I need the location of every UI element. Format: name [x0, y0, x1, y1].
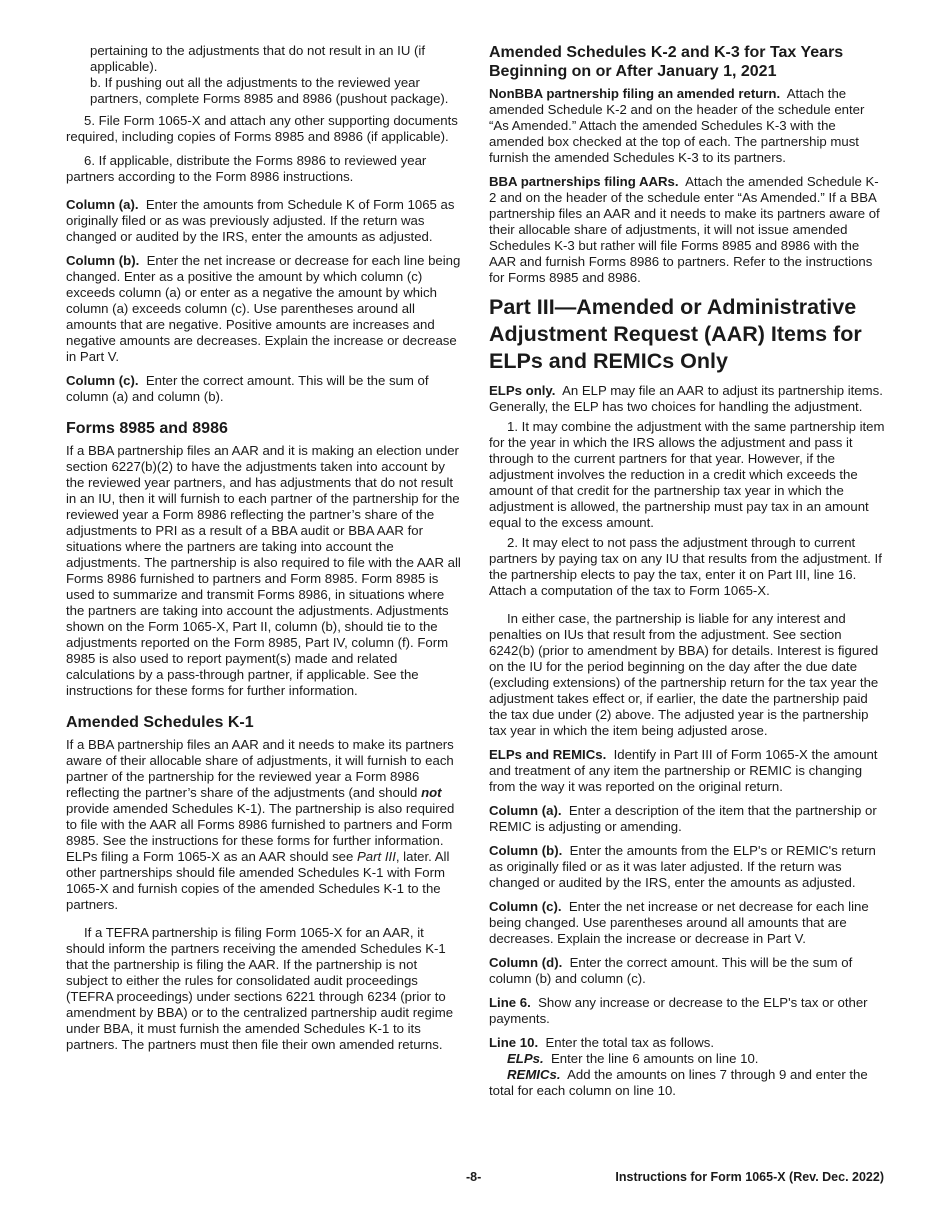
run-in-heading: BBA partnerships filing AARs. — [489, 174, 679, 189]
paragraph — [489, 843, 885, 891]
run-in-heading: Column (d). — [489, 955, 563, 970]
paragraph — [489, 383, 885, 415]
paragraph: If a TEFRA partnership is filing Form 1065-X for an AAR, it should inform the partners receiving the amended Schedules K-1 that the partnership is filing the AAR. If the partnership is not subject to either the rules for consolidated audit proceedings (TEFRA proceedings) under sections 6221 through 6234 (prior to amendment by BBA) or to the centralized partnership audit regime under BBA, it must furnish the amended Schedules K-1 to its partners. The partners must then file their own amended returns. — [66, 925, 454, 1052]
paragraph-text: Enter the amounts from the ELP's or REMIC's return as originally filed or as it was later adjusted. If the return was changed or audited by the IRS, enter the amounts as adjusted. — [489, 843, 876, 890]
paragraph — [489, 1035, 885, 1051]
run-in-heading: ELPs and REMICs. — [489, 747, 607, 762]
run-in-heading: Column (b). — [66, 253, 140, 268]
run-in-heading: Column (b). — [489, 843, 563, 858]
run-in-heading: Line 10. — [489, 1035, 539, 1050]
paragraph-text: Enter the total tax as follows. — [545, 1035, 715, 1050]
paragraph — [489, 86, 885, 166]
list-item: 2. It may elect to not pass the adjustment through to current partners by paying tax on any IU that results from the adjustment. If the partnership elects to pay the tax, enter it on Part III, line 16. Attach a computation of the tax to Form 1065-X. — [489, 535, 882, 598]
run-in-heading: Column (a). — [489, 803, 562, 818]
paragraph-text: Show any increase or decrease to the ELP's tax or other payments. — [489, 995, 868, 1026]
column-b-paragraph — [66, 253, 462, 365]
paragraph-text: Enter the net increase or decrease for each line being changed. Enter as a positive the amount by which column (c) exceeds column (a) or enter as a negative the amount by which column (a) exceeds column (c). Use parentheses around all amounts that are negative. Positive amounts are increases and negative amounts are decreases. Explain the increase or decrease in Part V. — [66, 253, 461, 364]
run-in-heading: ELPs. — [507, 1051, 544, 1066]
document-title: Instructions for Form 1065-X (Rev. Dec. 2022) — [615, 1170, 884, 1184]
paragraph-text: Enter the line 6 amounts on line 10. — [550, 1051, 759, 1066]
paragraph: b. If pushing out all the adjustments to the reviewed year partners, complete Forms 8985 and 8986 (pushout package). — [90, 75, 449, 106]
paragraph — [489, 1051, 885, 1067]
run-in-heading: Line 6. — [489, 995, 531, 1010]
paragraph — [489, 995, 885, 1027]
section-heading: Amended Schedules K-2 and K-3 for Tax Years Beginning on or After January 1, 2021 — [489, 44, 844, 80]
paragraph-text: Add the amounts on lines 7 through 9 and enter the total for each column on line 10. — [489, 1067, 868, 1098]
run-in-heading: Column (c). — [489, 899, 562, 914]
run-in-heading: NonBBA partnership filing an amended return. — [489, 86, 781, 101]
paragraph-text: Attach the amended Schedule K-2 and on the header of the schedule enter “As Amended.” If a BBA partnership files an AAR and it needs to make its partners aware of their allocable share of adjustments, it will not issue amended Schedules K-3 but rather will file Forms 8985 and 8986 with the AAR and furnish Forms 8986 to partners. Refer to the instructions for Forms 8985 and 8986. — [489, 174, 880, 285]
right-column — [489, 43, 885, 1107]
paragraph-text: , later. All other partnerships should file amended Schedules K-1 with Form 1065-X and furnish copies of the amended Schedules K-1 to the partners. — [66, 849, 450, 912]
paragraph: 5. File Form 1065-X and attach any other supporting documents required, including copies of Forms 8985 and 8986 (if applicable). — [66, 113, 458, 144]
paragraph — [489, 747, 885, 795]
paragraph: 6. If applicable, distribute the Forms 8986 to reviewed year partners according to the Form 8986 instructions. — [66, 153, 427, 184]
paragraph: If a BBA partnership files an AAR and it is making an election under section 6227(b)(2) to have the adjustments taken into account by the reviewed year partners, and has adjustments that do not result in an IU, then it will furnish to each partner of the partnership for the reviewed year a Form 8986 reflecting the partner’s share of the adjustments to PRI as a result of a BBA audit or BBA AAR for situations where the partners are taking into account the adjustments. The partnership is also required to file with the AAR all Forms 8986 furnished to partners and Form 8985. Form 8985 is used to summarize and transmit Forms 8986, in situations where the partners are taking into account the adjustments. Adjustments shown on the Form 1065-X, Part II, column (b), should tie to the adjustments reported on the Form 8985, Part IV, column (f). Form 8985 is also used to report payment(s) made and related calculations by a pass-through partner, if applicable. See the instructions for these forms for further information. — [66, 443, 461, 698]
paragraph: In either case, the partnership is liable for any interest and penalties on IUs that result from the adjustment. See section 6242(b) (prior to amendment by BBA) for details. Interest is figured on the IU for the period beginning on the day after the due date (excluding extensions) of the partnership return for the tax year the adjustment takes effect or, if earlier, the date the partnership paid the tax due under (2) above. The adjusted year is the partnership tax year in which the item being adjusted arose. — [489, 611, 879, 738]
paragraph-text: Enter a description of the item that the partnership or REMIC is adjusting or amending. — [489, 803, 877, 834]
paragraph-text: provide amended Schedules K-1). The partnership is also required to file with the AAR all Forms 8986 furnished to partners and Form 8985. See the instructions for these forms for further information. ELPs filing a Form 1065-X as an AAR should see — [66, 801, 455, 864]
run-in-heading: Column (a). — [66, 197, 139, 212]
paragraph — [489, 174, 885, 286]
emphasis: not — [421, 785, 442, 800]
paragraph — [489, 899, 885, 947]
left-column — [66, 43, 462, 1061]
section-heading: Amended Schedules K-1 — [66, 714, 254, 731]
paragraph — [489, 1067, 885, 1099]
paragraph-text: Enter the net increase or net decrease for each line being changed. Use parentheses around all amounts that are decreases. Explain the increase or decrease in Part V. — [489, 899, 869, 946]
paragraph — [66, 737, 462, 913]
part-heading: Part III—Amended or Administrative Adjustment Request (AAR) Items for ELPs and REMICs Only — [489, 295, 862, 373]
run-in-heading: ELPs only. — [489, 383, 556, 398]
paragraph — [489, 803, 885, 835]
paragraph-text: Enter the correct amount. This will be the sum of column (a) and column (b). — [66, 373, 429, 404]
paragraph-text: Enter the correct amount. This will be the sum of column (b) and column (c). — [489, 955, 853, 986]
paragraph-text: Attach the amended Schedule K-2 and on the header of the schedule enter “As Amended.” Attach the amended Schedules K-3 with the amended box checked at the top of each. The partnership must furnish the amended Schedules K-3 to its partners. — [489, 86, 865, 165]
page-number: -8- — [466, 1170, 482, 1184]
paragraph: pertaining to the adjustments that do not result in an IU (if applicable). — [90, 43, 426, 74]
cross-reference: Part III — [357, 849, 396, 864]
run-in-heading: REMICs. — [507, 1067, 561, 1082]
paragraph-text: An ELP may file an AAR to adjust its partnership items. Generally, the ELP has two choices for handling the adjustment. — [489, 383, 883, 414]
run-in-heading: Column (c). — [66, 373, 139, 388]
column-a-paragraph — [66, 197, 462, 245]
list-item: 1. It may combine the adjustment with the same partnership item for the year in which the IRS allows the adjustment and pass it through to the current partners for that year. However, if the adjustment involves the reduction in a credit which exceeds the amount of that credit for the partnership tax year in which the adjustment is allowed, the partnership must pay tax in an amount equal to the excess amount. — [489, 419, 885, 530]
paragraph-text: Enter the amounts from Schedule K of Form 1065 as originally filed or as was previously adjusted. If the return was changed or audited by the IRS, enter the amounts as adjusted. — [66, 197, 455, 244]
paragraph-text: Identify in Part III of Form 1065-X the amount and treatment of any item the partnership or REMIC is changing from the way it was reported on the original return. — [489, 747, 878, 794]
paragraph — [489, 955, 885, 987]
paragraph-text: If a BBA partnership files an AAR and it needs to make its partners aware of their allocable share of adjustments, it will furnish to each partner of the partnership for the reviewed year a Form 8986 reflecting the partner’s share of the adjustments (and should — [66, 737, 454, 800]
section-heading: Forms 8985 and 8986 — [66, 420, 228, 437]
column-c-paragraph — [66, 373, 462, 405]
